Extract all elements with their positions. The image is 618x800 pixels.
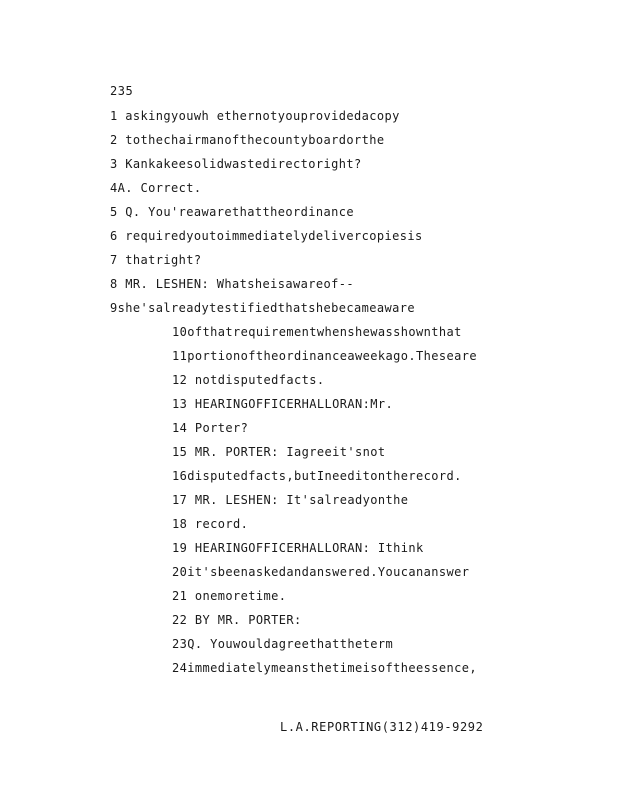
transcript-line-17: 17 MR. LESHEN: It'salreadyonthe bbox=[172, 493, 409, 507]
transcript-line-1: 1 askingyouwh ethernotyouprovidedacopy bbox=[110, 109, 400, 123]
transcript-line-18: 18 record. bbox=[172, 517, 249, 531]
transcript-line-22: 22 BY MR. PORTER: bbox=[172, 613, 302, 627]
transcript-line-6: 6 requiredyoutoimmediatelydelivercopiesis bbox=[110, 229, 423, 243]
transcript-line-3: 3 Kankakeesolidwastedirectoright? bbox=[110, 157, 362, 171]
transcript-line-23: 23Q. Youwouldagreethattheterm bbox=[172, 637, 394, 651]
transcript-line-5: 5 Q. You'reawarethattheordinance bbox=[110, 205, 354, 219]
transcript-line-15: 15 MR. PORTER: Iagreeit'snot bbox=[172, 445, 386, 459]
transcript-line-11: 11portionoftheordinanceaweekago.Theseare bbox=[172, 349, 477, 363]
transcript-line-16: 16disputedfacts,butIneeditontherecord. bbox=[172, 469, 462, 483]
transcript-line-13: 13 HEARINGOFFICERHALLORAN:Mr. bbox=[172, 397, 394, 411]
transcript-line-2: 2 tothechairmanofthecountyboardorthe bbox=[110, 133, 385, 147]
page-number: 235 bbox=[110, 84, 134, 98]
transcript-line-10: 10ofthatrequirementwhenshewasshownthat bbox=[172, 325, 462, 339]
reporter-footer: L.A.REPORTING(312)419-9292 bbox=[280, 720, 484, 734]
transcript-lines bbox=[0, 108, 618, 684]
transcript-line-20: 20it'sbeenaskedandanswered.Youcananswer bbox=[172, 565, 470, 579]
transcript-line-24: 24immediatelymeansthetimeisoftheessence, bbox=[172, 661, 477, 675]
transcript-line-7: 7 thatright? bbox=[110, 253, 202, 267]
transcript-line-4: 4A. Correct. bbox=[110, 181, 202, 195]
transcript-line-12: 12 notdisputedfacts. bbox=[172, 373, 325, 387]
transcript-line-14: 14 Porter? bbox=[172, 421, 249, 435]
transcript-line-8: 8 MR. LESHEN: Whatsheisawareof-- bbox=[110, 277, 354, 291]
transcript-line-9: 9she'salreadytestifiedthatshebecameaware bbox=[110, 301, 415, 315]
transcript-line-19: 19 HEARINGOFFICERHALLORAN: Ithink bbox=[172, 541, 424, 555]
transcript-line-21: 21 onemoretime. bbox=[172, 589, 287, 603]
